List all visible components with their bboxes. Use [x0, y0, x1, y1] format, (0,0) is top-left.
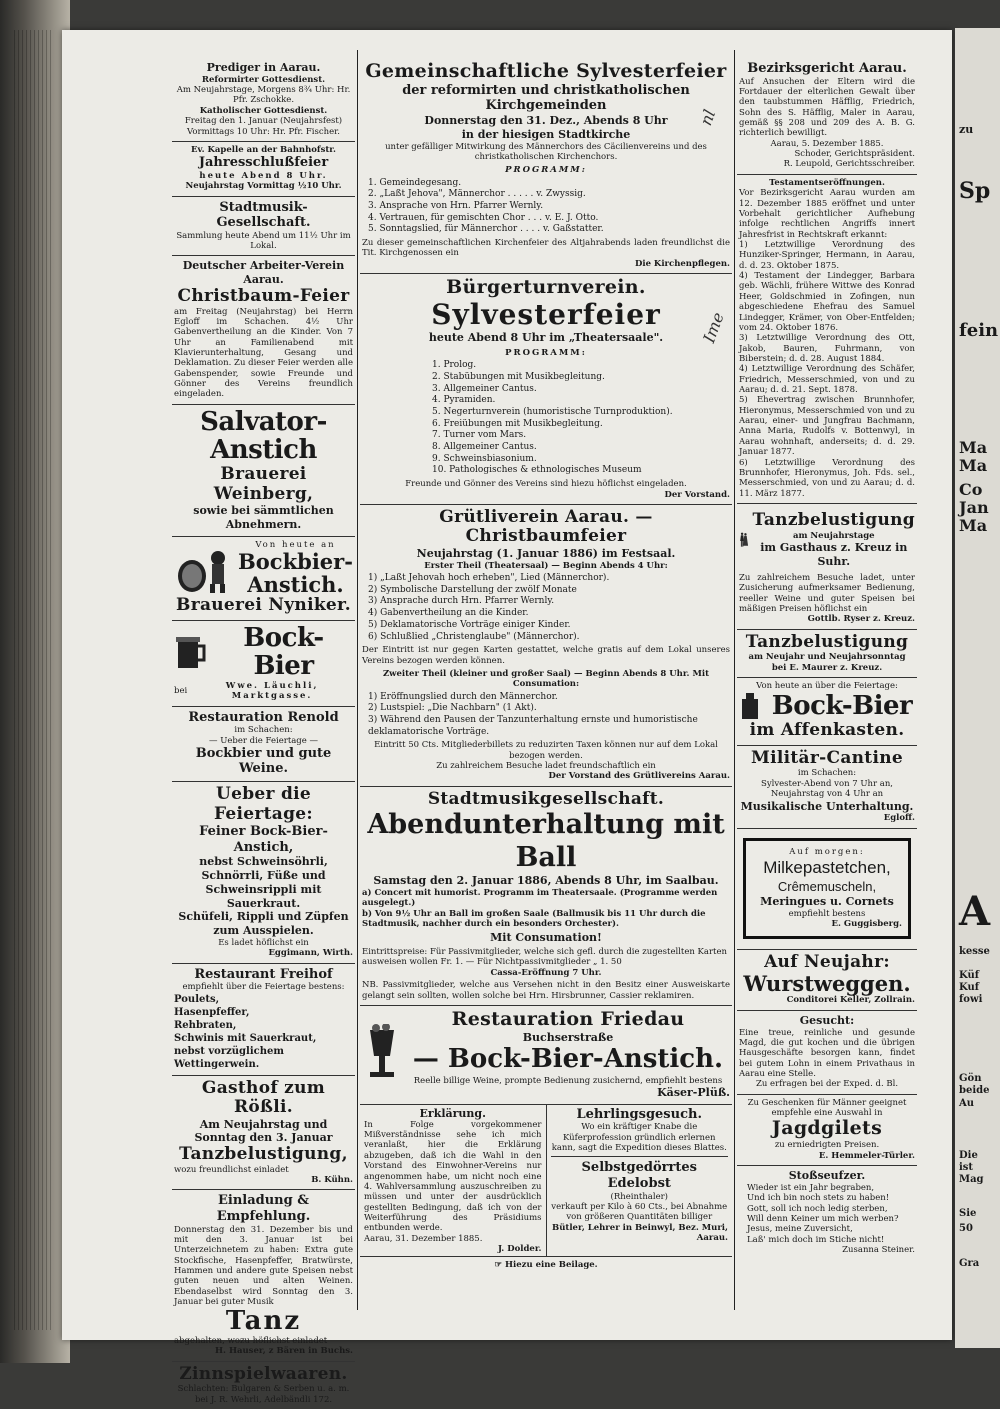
ad-text: am Neujahrstage: [792, 530, 875, 541]
list-item: 4) Letztwillige Verordnung des Schäfer, Friedrich, Messerschmied, von und zu Aarau; d. d. 21. Sept. 1878.: [739, 364, 915, 396]
ad-tanz-maurer: [737, 630, 917, 678]
ad-text: Feiner Bock-Bier-Anstich,: [199, 824, 328, 855]
list-item: 2. „Laßt Jehova", Männerchor . . . . . v. Zwyssig.: [368, 189, 586, 200]
dancing-couple-icon: [739, 507, 749, 573]
ad-text: Donnerstag den 31. Dezember bis und mit den 3. Januar ist bei Unterzeichnetem zu haben: Extra gute Stockfische, Hasenpfeffer, Bratwürste, Hammen und andere gute Speisen nebst guten neuen und alten Weinen. Ebendaselbst wird Sonntag den 3. Januar bei guter Musik: [174, 1224, 353, 1308]
beilage-text: Hiezu eine Beilage.: [504, 1260, 598, 1271]
ad-kapelle: [172, 142, 355, 197]
beer-bottle-icon: [739, 691, 765, 721]
frag: Die: [959, 1150, 978, 1161]
ad-renold: [172, 707, 355, 783]
list-item: 1. Gemeindegesang.: [368, 177, 462, 188]
list-item: 1. Prolog.: [432, 360, 477, 371]
ad-text: bei: [174, 686, 188, 696]
ad-text: Cassa-Eröffnung 7 Uhr.: [490, 967, 602, 978]
ad-text: R. Leupold, Gerichtsschreiber.: [783, 159, 915, 170]
ad-text: bei E. Maurer z. Kreuz.: [771, 662, 883, 673]
ad-text: Neujahrstag (1. Januar 1886) im Festsaal.: [416, 546, 676, 560]
ad-sylvesterfeier: [360, 58, 732, 274]
ad-sign: Conditorei Keller, Zollrain.: [786, 995, 915, 1006]
ad-text: b) Von 9½ Uhr an Ball im großen Saale (Ballmusik bis 11 Uhr durch die Stadtmusik, nachher durch ein besonders Orchester).: [362, 908, 706, 929]
ad-title: Tanzbelustigung: [745, 631, 909, 652]
ad-title: Stoßseufzer.: [788, 1169, 866, 1183]
ad-friedau: [360, 1006, 732, 1105]
ad-sign: Gottlb. Ryser z. Kreuz.: [807, 614, 915, 625]
ad-affenkasten: [737, 678, 917, 746]
ad-title: Lehrlingsgesuch.: [576, 1106, 702, 1122]
ad-tanz-suhr: [737, 504, 917, 630]
ad-text: NB. Passivmitglieder, welche aus Versehen nicht in den Besitz einer Ausweiskarte gelangt sein sollten, wollen solche bei Hrn. Hirsbrunner, Cassier reklamiren.: [362, 980, 730, 1001]
ad-text: Aarau, 31. Dezember 1885.: [364, 1233, 483, 1244]
ad-text: Mit Consumation!: [490, 931, 602, 945]
ad-text: Ev. Kapelle an der Bahnhofstr.: [191, 144, 336, 155]
frag: Mag: [959, 1174, 984, 1185]
ad-title: Deutscher Arbeiter-Verein Aarau.: [182, 259, 345, 287]
ad-title: Abendunterhaltung mit Ball: [367, 809, 725, 873]
frag: Ma: [959, 456, 988, 475]
ad-text: wozu freundlichst einladet: [174, 1164, 289, 1175]
frag: Gra: [959, 1258, 980, 1269]
column-rule: [357, 50, 358, 1310]
ad-title: Gesucht:: [799, 1013, 855, 1027]
ad-text: der reformirten und christkatholischen Kirchgemeinden: [402, 82, 690, 114]
ad-text: Aarau, 5. Dezember 1885.: [770, 138, 884, 149]
ad-text: sowie bei sämmtlichen Abnehmern.: [193, 504, 334, 531]
ad-title: Milkepastetchen,: [763, 858, 891, 878]
ad-title: Tanz: [225, 1306, 302, 1337]
ad-text: empfiehlt über die Feiertage bestens:: [182, 982, 345, 993]
ad-text: empfiehlt bestens: [788, 909, 866, 920]
frag: Jan: [959, 498, 989, 517]
ad-zinn: [172, 1362, 355, 1409]
ad-edelobst: [551, 1157, 729, 1243]
list-item: Poulets,: [174, 993, 220, 1005]
ad-arbeiterverein: [172, 256, 355, 404]
list-item: 6) Schlußlied „Christenglaube" (Männerchor).: [368, 631, 580, 642]
frag: Co: [959, 480, 983, 499]
ad-title: Bock-Bier: [771, 691, 913, 722]
ad-text: Von heute an über die Feiertage:: [756, 681, 898, 692]
ad-text: Sylvester-Abend von 7 Uhr an,: [761, 778, 893, 789]
ad-text: Zu Geschenken für Männer geeignet empfehle eine Auswahl in: [747, 1097, 907, 1119]
list-item: nebst vorzüglichem Wettingerwein.: [174, 1045, 284, 1070]
beer-goblet-icon: [362, 1024, 402, 1084]
ad-bockbier-laeuchli: [172, 621, 355, 707]
handwritten-note: nl: [696, 107, 720, 128]
ad-title: Restauration Renold: [188, 709, 339, 725]
beer-mug-icon: [174, 634, 210, 670]
ad-sign: E. Guggisberg.: [831, 919, 902, 930]
ad-text: Schüfeli, Rippli und Züpfen zum Ausspielen.: [178, 910, 349, 938]
ad-roessli: [172, 1076, 355, 1191]
ad-jagdgilets: [737, 1095, 917, 1166]
ad-row-bottom: [360, 1105, 732, 1258]
ad-title: Tanzbelustigung: [752, 510, 915, 531]
ad-sign: Käser-Plüß.: [657, 1086, 730, 1100]
ad-testament: [737, 175, 917, 504]
ad-sign: Eggimann, Wirth.: [268, 948, 353, 959]
ad-sign: E. Hemmeler-Türler.: [818, 1150, 915, 1161]
column-1: [172, 58, 355, 1409]
ad-title: Bock-Bier: [243, 622, 324, 682]
ad-sign: Wwe. Läuchli, Marktgasse.: [225, 680, 319, 702]
ad-text: Neujahrstag Vormittag ½10 Uhr.: [185, 181, 342, 192]
ad-text: Schlachten: Bulgaren & Serben u. a. m. bei J. R. Wehrli, Adelbändli 172.: [177, 1384, 350, 1405]
ad-title: Christbaum-Feier: [177, 285, 350, 306]
list-item: 3) Letztwillige Verordnung des Ott, Jakob, Bauren, Fuhrmann, von Biberstein; d. d. 28. August 1884.: [739, 333, 915, 364]
ad-title: Bürgerturnverein.: [446, 276, 646, 299]
frag: Küf: [959, 970, 980, 981]
ad-text: a) Concert mit humorist. Programm im Theatersaale. (Programme werden ausgelegt.): [362, 887, 718, 909]
list-item: 1) Letztwillige Verordnung des Hunziker-Springer, Hermann, in Aarau, d. d. 23. Oktober 1875.: [739, 239, 915, 271]
ad-text: Vor Bezirksgericht Aarau wurden am 12. Dezember 1885 eröffnet und unter Vorbehalt gerichtlicher Aufhebung infolge rechtlichen Angriffs innert Jahresfrist in Rechtskraft erkannt:: [739, 188, 915, 240]
ad-salvator: [172, 405, 355, 537]
ad-title: Wurstweggen.: [743, 971, 911, 997]
ad-text: Eintrittspreise: Für Passivmitglieder, welche sich gefl. durch die zugestellten Karten ausweisen wollen Fr. 1. — Für Nichtpassivmitglieder „ 1. 50: [362, 947, 727, 968]
frag: Gön: [959, 1073, 982, 1084]
frag: zu: [959, 123, 974, 136]
ad-bockbier-nyniker: [172, 537, 355, 621]
ad-text: Der Eintritt ist nur gegen Karten gestattet, welche gratis auf dem Lokal unseres Vereins bezogen werden können.: [362, 645, 730, 666]
ad-title: Jahresschlußfeier: [198, 155, 329, 171]
ad-text: am Neujahr und Neujahrsonntag: [748, 652, 906, 663]
ad-text: Meringues u. Cornets: [760, 895, 894, 909]
ad-text: Am Neujahrstag und Sonntag den 3. Januar: [194, 1117, 333, 1145]
ad-title: Restauration Friedau: [451, 1007, 685, 1030]
ad-sign: Die Kirchenpflegen.: [634, 258, 730, 269]
list-item: Schwinis mit Sauerkraut,: [174, 1032, 317, 1044]
ad-text: Tanzbelustigung,: [179, 1144, 348, 1165]
ad-title: Testamentseröffnungen.: [769, 177, 885, 188]
ad-lehrling: [551, 1107, 729, 1158]
ad-gruetliverein: [360, 505, 732, 787]
ad-text: am Freitag (Neujahrstag) bei Herrn Egloff im Schachen. 4½ Uhr Gabenvertheilung an die Kinder. Von 7 Uhr an Familienabend mit Klavierunterhaltung, Gesang und Deklamation. Zu dieser Feier werden alle Gabenspender, sowie Freunde und Gönner des Vereins freundlich eingeladen.: [174, 306, 353, 400]
list-item: 2) Lustspiel: „Die Nachbarn" (1 Akt).: [368, 703, 537, 714]
frag: Ma: [959, 438, 988, 457]
ad-bezirksgericht: [737, 58, 917, 175]
ad-text: Brauerei Nyniker.: [176, 595, 351, 616]
ad-text: zu erniedrigten Preisen.: [774, 1140, 880, 1151]
ad-text: Auf morgen:: [789, 846, 865, 857]
ad-sign: B. Kühn.: [311, 1175, 353, 1185]
ad-text: Donnerstag den 31. Dez., Abends 8 Uhr: [424, 114, 668, 128]
list-item: 5. Sonntagslied, für Männerchor . . . . v. Gaßstatter.: [368, 224, 604, 235]
ad-title: Salvator-Anstich: [200, 406, 327, 466]
ad-milkepastetchen: [737, 829, 917, 949]
ad-gesucht: [737, 1011, 917, 1095]
poem-line: Wieder ist ein Jahr begraben,: [747, 1182, 875, 1193]
list-item: 1) „Laßt Jehovah hoch erheben", Lied (Männerchor).: [368, 573, 610, 584]
frag: A: [959, 888, 991, 935]
ad-title: Zinnspielwaaren.: [179, 1363, 348, 1384]
frag: Kuf: [959, 982, 980, 993]
ad-erklaerung: [360, 1105, 546, 1257]
ad-text: Buchserstraße: [522, 1030, 614, 1044]
ad-text: nebst Schweinsöhrli, Schnörrli, Füße und Schweinsrippli mit Sauerkraut.: [199, 855, 328, 910]
ad-text: unter gefälliger Mitwirkung des Männerchors des Cäcilienvereins und des christkatholischen Kirchenchors.: [385, 141, 707, 162]
ad-text: im Schachen:: [234, 725, 293, 736]
ad-text: heute Abend 8 Uhr.: [199, 170, 328, 181]
list-item: 4) Gabenvertheilung an die Kinder.: [368, 608, 529, 619]
ad-stadtmusik: [172, 197, 355, 257]
frag: Sie: [959, 1208, 977, 1219]
ad-title: Gasthof zum Rößli.: [201, 1077, 326, 1118]
ad-text: Eintritt 50 Cts. Mitgliederbillets zu reduzirten Taxen können nur auf dem Lokal bezogen werden.: [374, 740, 718, 761]
ad-text: In Folge vorgekommener Mißverständnisse sehe ich mich veranlaßt, hier die Erklärung abzugeben, daß ich die Wahl in den Vorstand des Einwohner-Vereins nur angenommen habe, um nicht noch eine 4. Wahlversammlung auszuschreiben zu müssen und unter der ausdrücklich gestellten Bedingung, daß ich von der Weiterführung des Präsidiums entbunden werde.: [364, 1119, 542, 1234]
ad-text: Auf Ansuchen der Eltern wird die Fortdauer der elterlichen Gewalt über den taubstummen Häfflig, Friedrich, Sohn des S. Häfflig, Maler in Aarau, gemäß §§ 208 und 209 des A. B. G. richterlich bewilligt.: [739, 76, 915, 139]
ad-sign: Der Vorstand des Grütlivereins Aarau.: [548, 771, 730, 782]
ad-sign: Egloff.: [883, 813, 915, 824]
poem-line: Laß' mich doch im Stiche nicht!: [747, 1234, 885, 1245]
barrel-figure-icon: [174, 542, 234, 594]
ad-subtitle: PROGRAMM:: [505, 347, 587, 358]
ad-text: abgehalten, wozu höflichst einladet: [174, 1336, 328, 1347]
ad-title: Sylvesterfeier: [431, 297, 661, 331]
list-item: 6) Letztwillige Verordnung des Brunnhofer, Hieronymus, Joh. Fds. sel., Messerschmied, von und zu Aarau; d. d. 11. März 1877.: [739, 457, 915, 499]
ad-text: Eine treue, reinliche und gesunde Magd, die gut kochen und die übrigen Hausgeschäfte besorgen kann, findet bei gutem Lohn in einem Privathaus in Aarau eine Stelle.: [739, 1027, 915, 1080]
ad-buergerturnverein: [360, 274, 732, 505]
ad-title: Grütliverein Aarau. — Christbaumfeier: [439, 506, 653, 547]
ad-text: Katholischer Gottesdienst.: [199, 105, 328, 116]
ad-title: Auf Neujahr:: [764, 951, 890, 972]
poem-line: Gott, soll ich noch ledig sterben,: [747, 1203, 888, 1214]
ad-text: Zu erfragen bei der Exped. d. Bl.: [755, 1079, 899, 1090]
ad-title: Ueber die Feiertage:: [213, 784, 314, 824]
ad-einladung: [172, 1190, 355, 1361]
ad-title: Einladung & Empfehlung.: [216, 1193, 311, 1224]
list-item: 5) Ehevertrag zwischen Brunnhofer, Hieronymus, Messerschmied von und zu Aarau, einer- und Jungfrau Bachmann, Anna Maria, Rudolfs v. Bottenwyl, in Aarau wohnhaft, anderseits; d. d. 29. Januar 1877.: [739, 395, 915, 458]
ad-title: Selbstgedörrtes Edelobst: [581, 1160, 697, 1192]
ad-text: im Gasthaus z. Kreuz in Suhr.: [760, 541, 908, 568]
list-item: 3. Ansprache von Hrn. Pfarrer Wernly.: [368, 200, 544, 211]
list-item: 7. Turner vom Mars.: [432, 430, 527, 441]
list-item: Rehbraten,: [174, 1019, 237, 1031]
ad-title: Bockbier-Anstich.: [238, 548, 353, 597]
frag: kesse: [959, 946, 990, 957]
list-item: Hasenpfeffer,: [174, 1006, 250, 1018]
list-item: 9. Schweinsbiasonium.: [432, 453, 537, 464]
ad-text: Musikalische Unterhaltung.: [740, 799, 914, 813]
ad-text: Am Neujahrstage, Morgens 8¾ Uhr: Hr. Pfr. Zschokke.: [176, 85, 351, 106]
ad-prediger: [172, 58, 355, 142]
ad-sign: Zusanna Steiner.: [842, 1244, 915, 1255]
ad-text: Freunde und Gönner des Vereins sind hiezu höflichst eingeladen.: [405, 479, 687, 490]
list-item: 3. Allgemeiner Cantus.: [432, 383, 537, 394]
list-item: 8. Allgemeiner Cantus.: [432, 442, 537, 453]
ad-title: Erklärung.: [419, 1106, 486, 1120]
list-item: 2. Stabübungen mit Musikbegleitung.: [432, 371, 605, 382]
ad-text: Zu zahlreichem Besuche ladet, unter Zusicherung aufmerksamer Bedienung, reeller Weine und guter Speisen bei mäßigen Preisen höflichst ein: [739, 572, 915, 615]
handwritten-note: Ime: [699, 309, 728, 346]
ad-text: Brauerei Weinberg,: [213, 463, 314, 504]
list-item: 4. Pyramiden.: [432, 395, 496, 406]
ad-text: Sammlung heute Abend um 11½ Uhr im Lokal.: [176, 230, 351, 252]
ad-text: Schoder, Gerichtspräsident.: [794, 149, 915, 160]
ad-text: Reelle billige Weine, prompte Bedienung zusichernd, empfiehlt bestens: [413, 1075, 723, 1086]
frag: fowi: [959, 994, 983, 1005]
frag: Sp: [959, 178, 991, 204]
poem-line: Jesus, meine Zuversicht,: [747, 1224, 853, 1235]
ad-sign: H. Hauser, z Bären in Buchs.: [215, 1346, 353, 1357]
ad-text: im Affenkasten.: [749, 720, 905, 741]
list-item: 4) Testament der Lindegger, Barbara geb. Wächli, frühere Wittwe des Konrad Heer, Goldschmied in Zofingen, nun abgeschiedene Ehefrau des Samuel Lindegger, Krämer, von Ober-Entfelden; vom 24. Oktober 1876.: [739, 271, 915, 333]
ad-subtitle: Erster Theil (Theatersaal) — Beginn Abends 4 Uhr:: [424, 560, 668, 571]
ad-title: Stadtmusikgesellschaft.: [427, 788, 665, 809]
ad-text: Von heute an: [255, 539, 336, 550]
ad-subtitle: PROGRAMM:: [505, 165, 587, 176]
ad-text: Bockbier und gute Weine.: [195, 745, 332, 777]
ad-text: Freitag den 1. Januar (Neujahrsfest) Vormittags 10 Uhr: Hr. Pfr. Fischer.: [184, 116, 343, 137]
ad-title: Jagdgilets: [771, 1117, 883, 1140]
ad-militaer-cantine: [737, 746, 917, 829]
ad-stadtmusik-ball: [360, 787, 732, 1006]
ad-text: Es ladet höflichst ein: [218, 937, 309, 948]
list-item: 1) Eröffnungslied durch den Männerchor.: [368, 691, 558, 702]
list-item: 3) Während den Pausen der Tanzunterhaltung ernste und humoristische deklamatorische Vorträge.: [368, 715, 698, 737]
ad-title: Gemeinschaftliche Sylvesterfeier: [365, 60, 727, 82]
ad-text: Reformirter Gottesdienst.: [201, 74, 326, 85]
adjacent-page-fragment: [955, 28, 1000, 1348]
ad-text: (Rheinthaler): [610, 1191, 668, 1202]
ad-text: Samstag den 2. Januar 1886, Abends 8 Uhr, im Saalbau.: [373, 874, 719, 888]
column-rule: [734, 50, 735, 1310]
ad-title: Stadtmusik-Gesellschaft.: [216, 199, 311, 231]
frag: beide: [959, 1085, 990, 1096]
list-item: 3) Ansprache durch Hrn. Pfarrer Wernly.: [368, 596, 555, 607]
frag: ist: [959, 1162, 974, 1173]
ad-title: Militär-Cantine: [751, 747, 903, 768]
ad-stossseufzer: [737, 1166, 917, 1259]
ad-sign: J. Dolder.: [497, 1244, 542, 1255]
book-binding: [0, 0, 70, 1363]
ad-text: Neujahrstag von 4 Uhr an: [770, 789, 884, 800]
ad-text: verkauft per Kilo à 60 Cts., bei Abnahme von größeren Quantitäten billiger: [551, 1201, 728, 1223]
poem-line: Und ich bin noch stets zu haben!: [747, 1193, 890, 1204]
ad-subtitle: Zweiter Theil (kleiner und großer Saal) — Beginn Abends 8 Uhr. Mit Consumation:: [382, 668, 710, 690]
column-2: [360, 58, 732, 1271]
ad-text: — Ueber die Feiertage —: [209, 735, 318, 746]
ad-text: im Schachen:: [797, 768, 857, 779]
ad-title: Bezirksgericht Aarau.: [747, 61, 907, 76]
ad-text: Zu zahlreichem Besuche ladet freundschaftlich ein: [436, 761, 656, 772]
frag: 50: [959, 1223, 973, 1234]
ad-text: in der hiesigen Stadtkirche: [461, 127, 631, 141]
ad-sign: Der Vorstand.: [664, 489, 730, 500]
ad-title: Prediger in Aarau.: [206, 61, 321, 74]
frag: Au: [959, 1098, 975, 1109]
frag: Ma: [959, 516, 988, 535]
poem-line: Will denn Keiner um mich werben?: [747, 1213, 899, 1224]
ad-text: Crêmemuscheln,: [777, 879, 877, 895]
ad-freihof: [172, 964, 355, 1076]
list-item: 4. Vertrauen, für gemischten Chor . . . v. E. J. Otto.: [368, 212, 599, 223]
ad-title: Restaurant Freihof: [194, 966, 333, 982]
frag: fein: [959, 320, 999, 341]
list-item: 10. Pathologisches & ethnologisches Museum: [432, 465, 642, 476]
list-item: 5. Negerturnverein (humoristische Turnproduktion).: [432, 407, 673, 418]
ad-title: — Bock-Bier-Anstich.: [412, 1044, 724, 1075]
list-item: 5) Deklamatorische Vorträge einiger Kinder.: [368, 619, 571, 630]
column-3: [737, 58, 917, 1259]
ad-text: Wo ein kräftiger Knabe die Küferprofession gründlich erlernen kann, sagt die Expedition dieses Blattes.: [551, 1122, 727, 1154]
ad-feiertage: [172, 782, 355, 964]
ad-text: heute Abend 8 Uhr im „Theatersaale".: [428, 331, 664, 345]
list-item: 2) Symbolische Darstellung der zwölf Monate: [368, 584, 577, 595]
ad-text: Zu dieser gemeinschaftlichen Kirchenfeier des Altjahrabends laden freundlichst die Tit. Kirchgenossen ein: [362, 238, 730, 259]
list-item: 6. Freiübungen mit Musikbegleitung.: [432, 418, 603, 429]
ad-right-stack: [546, 1105, 733, 1257]
ad-wurstweggen: [737, 949, 917, 1011]
beilage-note: ☞ Hiezu eine Beilage.: [494, 1260, 598, 1271]
ad-sign: Bütler, Lehrer in Beinwyl, Bez. Muri, Aarau.: [552, 1222, 728, 1244]
